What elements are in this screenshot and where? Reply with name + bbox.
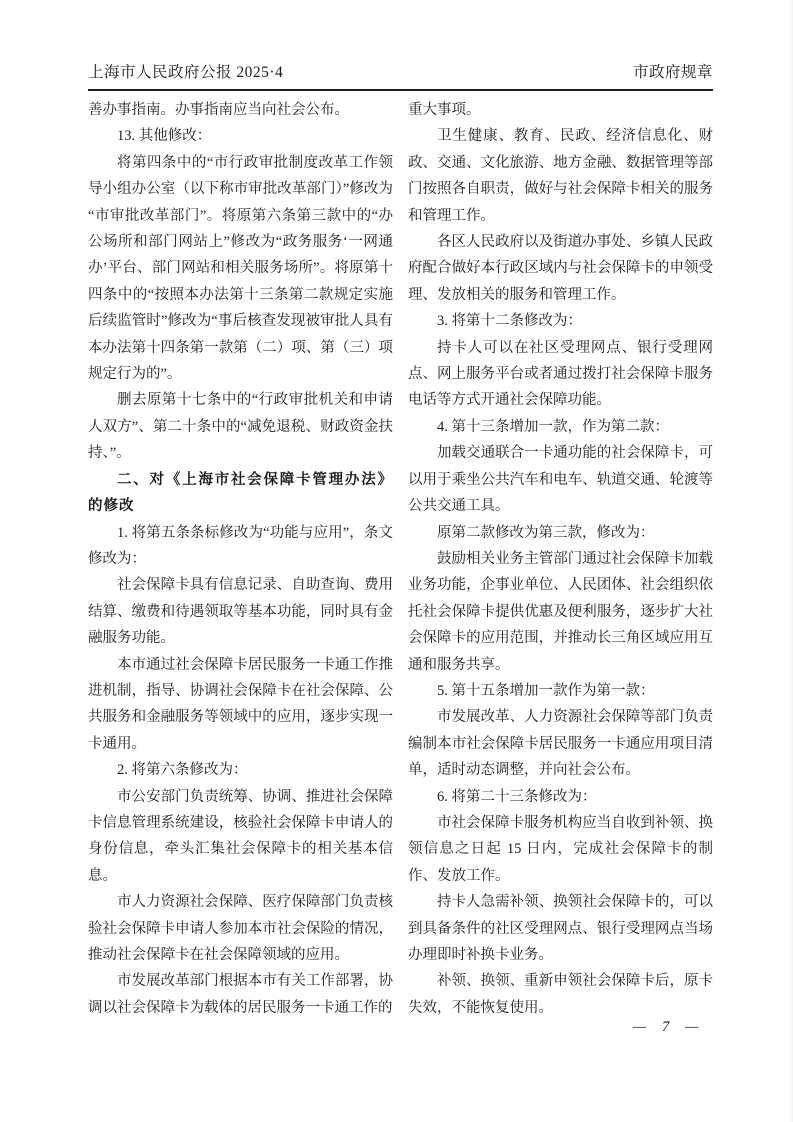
paragraph: 3. 将第十二条修改为：: [437, 313, 582, 330]
document-body: [88, 97, 713, 1021]
header-section-label: 市政府规章: [632, 64, 713, 81]
page-footer: [88, 1017, 700, 1037]
paragraph: 4. 第十三条增加一款，作为第二款：: [437, 418, 669, 435]
paragraph: 6. 将第二十三条修改为：: [437, 788, 597, 805]
paragraph: 各区人民政府以及街道办事处、乡镇人民政府配合做好本行政区域内与社会保障卡的申领受理、发放相关的服务和管理工作。: [408, 234, 713, 303]
left-column: [88, 97, 393, 1021]
right-column: [408, 97, 713, 1021]
paragraph: 将第四条中的“市行政审批制度改革工作领导小组办公室（以下称市审批改革部门）”修改为“市审批改革部门”。将原第六条第三款中的“办公场所和部门网站上”修改为“政务服务‘一网通办’平台、部门网站和相关服务场所”。将原第十四条中的“按照本办法第十三条第二款规定实施后续监管时”修改为“事后核查发现被审批人具有本办法第十四条第一款第（二）项、第（三）项规定行为的”。: [88, 154, 393, 383]
paragraph: 重大事项。: [408, 102, 481, 118]
paragraph: 原第二款修改为第三款，修改为：: [437, 524, 655, 541]
paragraph: 市人力资源社会保障、医疗保障部门负责核验社会保障卡申请人参加本市社会保险的情况，推动社会保障卡在社会保障领域的应用。: [88, 894, 393, 963]
paragraph: 市发展改革、人力资源社会保障等部门负责编制本市社会保障卡居民服务一卡通应用项目清单，适时动态调整，并向社会公布。: [408, 709, 713, 779]
paragraph: 鼓励相关业务主管部门通过社会保障卡加载业务功能，企事业单位、人民团体、社会组织依托社会保障卡提供优惠及便利服务，逐步扩大社会保障卡的应用范围，并推动长三角区域应用互通和服务共享。: [408, 550, 713, 673]
header-publication-title: 上海市人民政府公报 2025·4: [88, 64, 284, 81]
page-header: [88, 63, 713, 83]
paragraph: 加载交通联合一卡通功能的社会保障卡，可以用于乘坐公共汽车和电车、轨道交通、轮渡等公共交通工具。: [408, 445, 713, 515]
page-number: — 7 —: [632, 1019, 700, 1035]
paragraph: 本市通过社会保障卡居民服务一卡通工作推进机制，指导、协调社会保障卡在社会保障、公共服务和金融服务等领域中的应用，逐步实现一卡通用。: [88, 656, 393, 752]
paragraph: 13. 其他修改：: [117, 128, 212, 145]
paragraph: 善办事指南。办事指南应当向社会公布。: [88, 102, 349, 118]
paragraph: 持卡人可以在社区受理网点、银行受理网点、网上服务平台或者通过拨打社会保障卡服务电话等方式开通社会保障功能。: [408, 339, 713, 409]
paragraph: 市公安部门负责统筹、协调、推进社会保障卡信息管理系统建设，核验社会保障卡申请人的身份信息，牵头汇集社会保障卡的相关基本信息。: [88, 788, 393, 884]
paragraph: 卫生健康、教育、民政、经济信息化、财政、交通、文化旅游、地方金融、数据管理等部门按照各自职责，做好与社会保障卡相关的服务和管理工作。: [408, 128, 713, 224]
paragraph: 持卡人急需补领、换领社会保障卡的，可以到具备条件的社区受理网点、银行受理网点当场办理即时补换卡业务。: [408, 894, 713, 963]
paragraph: 补领、换领、重新申领社会保障卡后，原卡失效，不能恢复使用。: [408, 973, 713, 1016]
paragraph: 5. 第十五条增加一款作为第一款：: [437, 682, 655, 699]
paragraph: 2. 将第六条修改为：: [117, 762, 248, 779]
paragraph: 删去原第十七条中的“行政审批机关和申请人双方”、第二十条中的“减免退税、财政资金扶持、”。: [88, 392, 393, 462]
section-heading: 二、对《上海市社会保障卡管理办法》的修改: [88, 471, 393, 515]
paragraph: 市发展改革部门根据本市有关工作部署，协调以社会保障卡为载体的居民服务一卡通工作的: [88, 973, 393, 1016]
paragraph: 1. 将第五条条标修改为“功能与应用”，条文修改为：: [88, 524, 393, 567]
header-rule: [88, 89, 713, 91]
paragraph: 市社会保障卡服务机构应当自收到补领、换领信息之日起 15 日内，完成社会保障卡的制作、发放工作。: [408, 814, 713, 884]
paragraph: 社会保障卡具有信息记录、自助查询、费用结算、缴费和待遇领取等基本功能，同时具有金融服务功能。: [88, 577, 393, 647]
